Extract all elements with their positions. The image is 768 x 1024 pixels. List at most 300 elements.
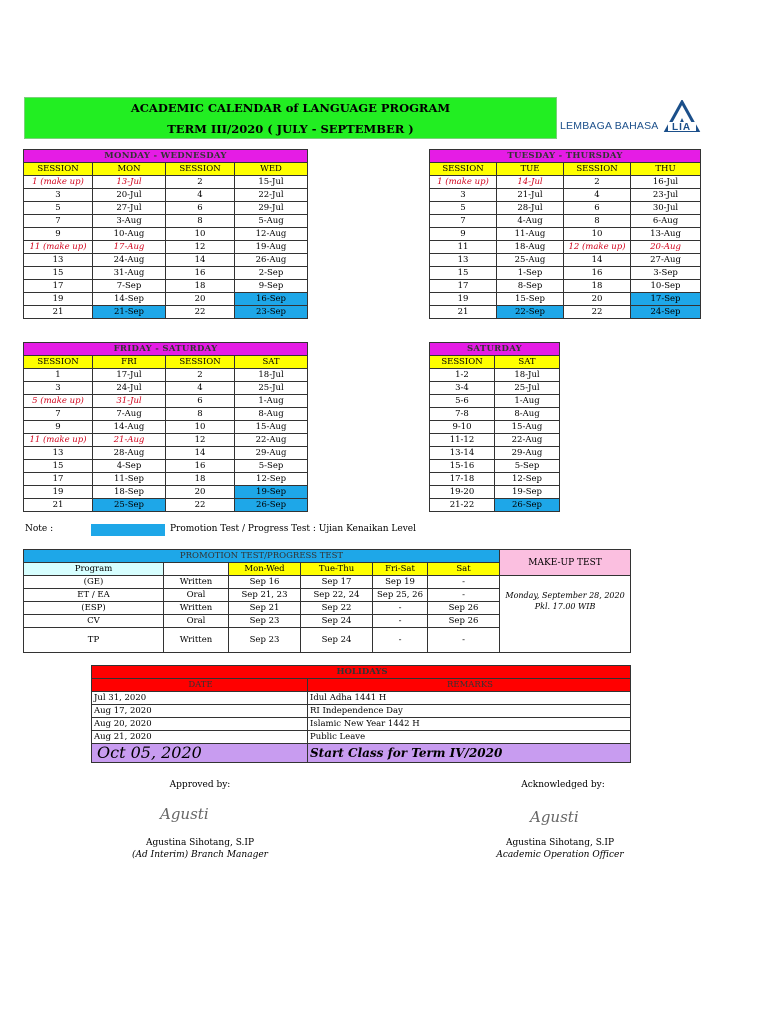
- table-cell: 29-Jul: [235, 202, 308, 215]
- table-cell: 3: [24, 382, 93, 395]
- table-cell: 22: [166, 499, 235, 512]
- table-cell: Sep 19: [373, 576, 428, 589]
- table-cell: 26-Sep: [495, 499, 560, 512]
- mon-wed-table: [23, 149, 308, 319]
- table-cell: 8: [166, 215, 235, 228]
- table-cell: 10: [166, 421, 235, 434]
- table-row: [92, 705, 631, 718]
- promotion-test-table: [23, 549, 631, 653]
- makeup-details: [500, 576, 631, 653]
- table-cell: CV: [24, 615, 164, 628]
- note-color-swatch: [91, 524, 165, 536]
- table-row: [430, 434, 560, 447]
- title-line-2: TERM III/2020 ( JULY - SEPTEMBER ): [167, 122, 414, 136]
- table-cell: 25-Jul: [235, 382, 308, 395]
- table-cell: 18-Jul: [235, 369, 308, 382]
- table-cell: Sep 17: [301, 576, 373, 589]
- table-cell: Sep 24: [301, 615, 373, 628]
- column-header: SESSION: [166, 163, 235, 176]
- table-row: [430, 189, 701, 202]
- table-cell: 14: [564, 254, 631, 267]
- table-cell: 20-Jul: [93, 189, 166, 202]
- lia-logo: [558, 100, 703, 132]
- table-cell: 3-Aug: [93, 215, 166, 228]
- table-row: [24, 447, 308, 460]
- table-cell: 9: [24, 421, 93, 434]
- promo-type-header: [164, 563, 229, 576]
- table-cell: 14-Sep: [93, 293, 166, 306]
- table-row: [92, 731, 631, 744]
- table-cell: 16-Jul: [631, 176, 701, 189]
- table-row: [24, 202, 308, 215]
- table-cell: 8-Sep: [497, 280, 564, 293]
- table-cell: ET / EA: [24, 589, 164, 602]
- table-row: [430, 241, 701, 254]
- table-cell: Sep 16: [229, 576, 301, 589]
- table-row: [24, 434, 308, 447]
- column-header: SESSION: [166, 356, 235, 369]
- table-row: [24, 421, 308, 434]
- table-cell: 1 (make up): [430, 176, 497, 189]
- fri-sat-table: [23, 342, 308, 512]
- table-cell: Sep 23: [229, 615, 301, 628]
- promo-column-header: Mon-Wed: [229, 563, 301, 576]
- table-cell: 1-Sep: [497, 267, 564, 280]
- table-row: [24, 486, 308, 499]
- table-cell: 18-Sep: [93, 486, 166, 499]
- table-cell: 3: [430, 189, 497, 202]
- table-cell: Sep 24: [301, 628, 373, 653]
- table-row: [24, 280, 308, 293]
- fri-sat-column-headers: [24, 356, 308, 369]
- column-header: MON: [93, 163, 166, 176]
- makeup-date: Monday, September 28, 2020: [505, 591, 625, 600]
- table-cell: 19-Sep: [235, 486, 308, 499]
- promo-column-header: Fri-Sat: [373, 563, 428, 576]
- table-cell: 13: [24, 254, 93, 267]
- calendar-title-box: [24, 97, 557, 139]
- table-row: [430, 293, 701, 306]
- table-cell: 23-Jul: [631, 189, 701, 202]
- table-row: [24, 408, 308, 421]
- table-cell: 19: [24, 293, 93, 306]
- table-cell: 12: [166, 241, 235, 254]
- table-cell: 23-Sep: [235, 306, 308, 319]
- table-cell: 13: [430, 254, 497, 267]
- table-row: [430, 408, 560, 421]
- table-cell: 28-Jul: [497, 202, 564, 215]
- approved-by-label: Approved by:: [169, 780, 231, 790]
- table-row: [430, 447, 560, 460]
- table-cell: TP: [24, 628, 164, 653]
- column-header: SESSION: [24, 163, 93, 176]
- table-cell: 11-12: [430, 434, 495, 447]
- table-cell: 15: [24, 460, 93, 473]
- table-cell: 17-Jul: [93, 369, 166, 382]
- table-cell: 21-Aug: [93, 434, 166, 447]
- table-row: [430, 382, 560, 395]
- table-cell: Islamic New Year 1442 H: [308, 718, 631, 731]
- table-cell: 29-Aug: [495, 447, 560, 460]
- table-cell: -: [428, 589, 500, 602]
- table-cell: 21-22: [430, 499, 495, 512]
- table-cell: 2: [166, 369, 235, 382]
- column-header: THU: [631, 163, 701, 176]
- table-cell: 4: [564, 189, 631, 202]
- table-cell: 7: [24, 215, 93, 228]
- table-cell: 7-8: [430, 408, 495, 421]
- holidays-remarks-header: REMARKS: [308, 679, 631, 692]
- table-row: [24, 293, 308, 306]
- table-cell: 24-Aug: [93, 254, 166, 267]
- table-cell: 13: [24, 447, 93, 460]
- left-signer-name: Agustina Sihotang, S.IP: [145, 838, 255, 848]
- table-cell: 19: [24, 486, 93, 499]
- table-row: [430, 228, 701, 241]
- table-cell: 11-Aug: [497, 228, 564, 241]
- column-header: SESSION: [24, 356, 93, 369]
- table-cell: 15-Aug: [495, 421, 560, 434]
- table-cell: 19: [430, 293, 497, 306]
- table-cell: 16: [166, 267, 235, 280]
- table-cell: 9-10: [430, 421, 495, 434]
- table-cell: 5-6: [430, 395, 495, 408]
- table-cell: 24-Jul: [93, 382, 166, 395]
- tue-thu-table: [429, 149, 701, 319]
- table-cell: 12-Sep: [235, 473, 308, 486]
- table-cell: 3-4: [430, 382, 495, 395]
- table-cell: 15: [430, 267, 497, 280]
- table-cell: 8-Aug: [495, 408, 560, 421]
- tue-thu-title: TUESDAY - THURSDAY: [430, 150, 701, 163]
- makeup-time: Pkl. 17.00 WIB: [534, 602, 596, 611]
- table-cell: 17-18: [430, 473, 495, 486]
- table-row: [24, 267, 308, 280]
- promo-program-header: Program: [24, 563, 164, 576]
- table-cell: 15-16: [430, 460, 495, 473]
- column-header: FRI: [93, 356, 166, 369]
- table-cell: 9: [24, 228, 93, 241]
- mon-wed-column-headers: [24, 163, 308, 176]
- table-cell: 20: [166, 486, 235, 499]
- table-cell: 20: [166, 293, 235, 306]
- table-cell: Idul Adha 1441 H: [308, 692, 631, 705]
- table-cell: 9: [430, 228, 497, 241]
- table-cell: Sep 25, 26: [373, 589, 428, 602]
- table-cell: 15-Aug: [235, 421, 308, 434]
- next-term-row: [92, 744, 631, 763]
- table-cell: RI Independence Day: [308, 705, 631, 718]
- table-cell: 6-Aug: [631, 215, 701, 228]
- table-row: [430, 267, 701, 280]
- table-cell: 3: [24, 189, 93, 202]
- table-cell: 25-Aug: [497, 254, 564, 267]
- table-cell: 5-Sep: [495, 460, 560, 473]
- table-cell: 2-Sep: [235, 267, 308, 280]
- table-cell: 20-Aug: [631, 241, 701, 254]
- table-cell: Oral: [164, 589, 229, 602]
- promo-column-header: Tue-Thu: [301, 563, 373, 576]
- promo-column-header: Sat: [428, 563, 500, 576]
- table-cell: 18-Jul: [495, 369, 560, 382]
- table-row: [430, 215, 701, 228]
- table-cell: 18: [166, 280, 235, 293]
- table-cell: 24-Sep: [631, 306, 701, 319]
- table-cell: Written: [164, 576, 229, 589]
- table-cell: -: [373, 615, 428, 628]
- table-cell: Oral: [164, 615, 229, 628]
- table-cell: 5 (make up): [24, 395, 93, 408]
- table-cell: 7: [430, 215, 497, 228]
- table-cell: 5-Aug: [235, 215, 308, 228]
- table-cell: Sep 22: [301, 602, 373, 615]
- table-cell: 25-Jul: [495, 382, 560, 395]
- column-header: SAT: [495, 356, 560, 369]
- table-cell: 22: [166, 306, 235, 319]
- left-signer-title: (Ad Interim) Branch Manager: [132, 850, 268, 860]
- table-cell: 13-14: [430, 447, 495, 460]
- table-cell: 18: [564, 280, 631, 293]
- table-row: [24, 189, 308, 202]
- table-cell: 28-Aug: [93, 447, 166, 460]
- table-cell: 4-Aug: [497, 215, 564, 228]
- table-cell: Written: [164, 602, 229, 615]
- table-cell: 5: [24, 202, 93, 215]
- table-cell: 11 (make up): [24, 241, 93, 254]
- table-cell: 14-Jul: [497, 176, 564, 189]
- table-cell: 12-Aug: [235, 228, 308, 241]
- table-row: [430, 395, 560, 408]
- logo-text: LEMBAGA BAHASA: [560, 120, 659, 132]
- next-term-remark: Start Class for Term IV/2020: [308, 744, 631, 763]
- table-row: [430, 473, 560, 486]
- table-cell: 20: [564, 293, 631, 306]
- table-cell: 6: [564, 202, 631, 215]
- table-cell: 19-Aug: [235, 241, 308, 254]
- table-cell: 7-Sep: [93, 280, 166, 293]
- table-row: [24, 499, 308, 512]
- table-cell: 8: [564, 215, 631, 228]
- table-cell: 10-Aug: [93, 228, 166, 241]
- saturday-table: [429, 342, 560, 512]
- table-cell: 31-Aug: [93, 267, 166, 280]
- table-cell: 30-Jul: [631, 202, 701, 215]
- table-cell: 10-Sep: [631, 280, 701, 293]
- table-cell: 22-Aug: [235, 434, 308, 447]
- table-cell: 21: [24, 306, 93, 319]
- column-header: SAT: [235, 356, 308, 369]
- right-signature: Agusti: [530, 808, 579, 826]
- table-cell: -: [428, 576, 500, 589]
- table-row: [24, 382, 308, 395]
- table-cell: 5-Sep: [235, 460, 308, 473]
- holidays-title: HOLIDAYS: [92, 666, 631, 679]
- table-cell: 2: [564, 176, 631, 189]
- table-cell: 1: [24, 369, 93, 382]
- table-cell: Jul 31, 2020: [92, 692, 308, 705]
- table-cell: 15-Sep: [497, 293, 564, 306]
- table-row: [430, 499, 560, 512]
- table-cell: Sep 22, 24: [301, 589, 373, 602]
- table-cell: Aug 21, 2020: [92, 731, 308, 744]
- table-cell: 4-Sep: [93, 460, 166, 473]
- table-cell: 19-20: [430, 486, 495, 499]
- table-cell: 17-Aug: [93, 241, 166, 254]
- mon-wed-title: MONDAY - WEDNESDAY: [24, 150, 308, 163]
- table-cell: 10: [564, 228, 631, 241]
- table-cell: 27-Jul: [93, 202, 166, 215]
- table-cell: 6: [166, 202, 235, 215]
- table-row: [24, 176, 308, 189]
- note-label: Note :: [25, 524, 54, 534]
- table-cell: 8: [166, 408, 235, 421]
- table-cell: 21-Jul: [497, 189, 564, 202]
- table-cell: 22-Sep: [497, 306, 564, 319]
- table-row: [430, 486, 560, 499]
- table-cell: 15-Jul: [235, 176, 308, 189]
- table-cell: 21: [430, 306, 497, 319]
- table-cell: 10: [166, 228, 235, 241]
- table-cell: 27-Aug: [631, 254, 701, 267]
- table-row: [24, 576, 631, 589]
- saturday-column-headers: [430, 356, 560, 369]
- tue-thu-column-headers: [430, 163, 701, 176]
- holidays-table: [91, 665, 631, 763]
- table-row: [430, 202, 701, 215]
- table-cell: Written: [164, 628, 229, 653]
- table-cell: 6: [166, 395, 235, 408]
- table-cell: 14: [166, 254, 235, 267]
- table-cell: 18-Aug: [497, 241, 564, 254]
- table-cell: 15: [24, 267, 93, 280]
- table-row: [430, 421, 560, 434]
- table-cell: (GE): [24, 576, 164, 589]
- table-cell: 17: [24, 473, 93, 486]
- table-cell: 5: [430, 202, 497, 215]
- table-cell: 31-Jul: [93, 395, 166, 408]
- table-row: [24, 306, 308, 319]
- table-row: [24, 460, 308, 473]
- table-cell: 2: [166, 176, 235, 189]
- holidays-date-header: DATE: [92, 679, 308, 692]
- table-cell: -: [373, 628, 428, 653]
- table-cell: 1-Aug: [235, 395, 308, 408]
- table-cell: Aug 17, 2020: [92, 705, 308, 718]
- table-cell: 14: [166, 447, 235, 460]
- table-row: [24, 473, 308, 486]
- makeup-title: MAKE-UP TEST: [500, 550, 631, 576]
- table-cell: 22: [564, 306, 631, 319]
- table-cell: -: [428, 628, 500, 653]
- promotion-title: PROMOTION TEST/PROGRESS TEST: [24, 550, 500, 563]
- table-cell: 17: [430, 280, 497, 293]
- table-cell: 12-Sep: [495, 473, 560, 486]
- table-cell: Sep 26: [428, 615, 500, 628]
- fri-sat-title: FRIDAY - SATURDAY: [24, 343, 308, 356]
- table-row: [430, 369, 560, 382]
- table-cell: Sep 26: [428, 602, 500, 615]
- table-cell: 9-Sep: [235, 280, 308, 293]
- table-row: [24, 241, 308, 254]
- table-cell: -: [373, 602, 428, 615]
- right-signer-title: Academic Operation Officer: [496, 850, 624, 860]
- table-cell: 11: [430, 241, 497, 254]
- title-line-1: ACADEMIC CALENDAR of LANGUAGE PROGRAM: [130, 101, 451, 115]
- table-cell: 17: [24, 280, 93, 293]
- table-cell: 26-Sep: [235, 499, 308, 512]
- table-cell: 16: [166, 460, 235, 473]
- column-header: SESSION: [430, 163, 497, 176]
- table-cell: Sep 23: [229, 628, 301, 653]
- table-cell: 1 (make up): [24, 176, 93, 189]
- table-row: [430, 306, 701, 319]
- table-cell: 13-Aug: [631, 228, 701, 241]
- table-cell: 11-Sep: [93, 473, 166, 486]
- table-cell: 17-Sep: [631, 293, 701, 306]
- column-header: TUE: [497, 163, 564, 176]
- table-row: [430, 176, 701, 189]
- column-header: SESSION: [430, 356, 495, 369]
- table-cell: 19-Sep: [495, 486, 560, 499]
- table-cell: 22-Jul: [235, 189, 308, 202]
- table-cell: 3-Sep: [631, 267, 701, 280]
- table-row: [24, 369, 308, 382]
- table-cell: 1-Aug: [495, 395, 560, 408]
- table-cell: 12 (make up): [564, 241, 631, 254]
- saturday-title: SATURDAY: [430, 343, 560, 356]
- table-cell: 16: [564, 267, 631, 280]
- table-cell: 12: [166, 434, 235, 447]
- table-cell: Aug 20, 2020: [92, 718, 308, 731]
- note-text: Promotion Test / Progress Test : Ujian Kenaikan Level: [170, 524, 416, 534]
- table-row: [430, 280, 701, 293]
- table-cell: 8-Aug: [235, 408, 308, 421]
- table-cell: 13-Jul: [93, 176, 166, 189]
- left-signature: Agusti: [160, 805, 209, 823]
- table-row: [24, 228, 308, 241]
- table-cell: 21: [24, 499, 93, 512]
- table-row: [430, 460, 560, 473]
- table-cell: Public Leave: [308, 731, 631, 744]
- table-cell: 4: [166, 382, 235, 395]
- table-cell: Sep 21, 23: [229, 589, 301, 602]
- table-cell: 26-Aug: [235, 254, 308, 267]
- logo-mark: LIA: [672, 122, 692, 133]
- table-cell: 25-Sep: [93, 499, 166, 512]
- table-row: [24, 254, 308, 267]
- right-signer-name: Agustina Sihotang, S.IP: [505, 838, 615, 848]
- column-header: SESSION: [564, 163, 631, 176]
- acknowledged-by-label: Acknowledged by:: [521, 780, 605, 790]
- table-cell: 21-Sep: [93, 306, 166, 319]
- table-cell: 1-2: [430, 369, 495, 382]
- table-cell: 11 (make up): [24, 434, 93, 447]
- table-cell: 7-Aug: [93, 408, 166, 421]
- table-cell: 14-Aug: [93, 421, 166, 434]
- table-cell: (ESP): [24, 602, 164, 615]
- table-row: [24, 215, 308, 228]
- table-row: [92, 718, 631, 731]
- table-row: [92, 692, 631, 705]
- table-cell: 7: [24, 408, 93, 421]
- column-header: WED: [235, 163, 308, 176]
- table-cell: 22-Aug: [495, 434, 560, 447]
- table-row: [24, 395, 308, 408]
- next-term-date: Oct 05, 2020: [92, 744, 308, 763]
- table-cell: Sep 21: [229, 602, 301, 615]
- table-cell: 4: [166, 189, 235, 202]
- table-cell: 29-Aug: [235, 447, 308, 460]
